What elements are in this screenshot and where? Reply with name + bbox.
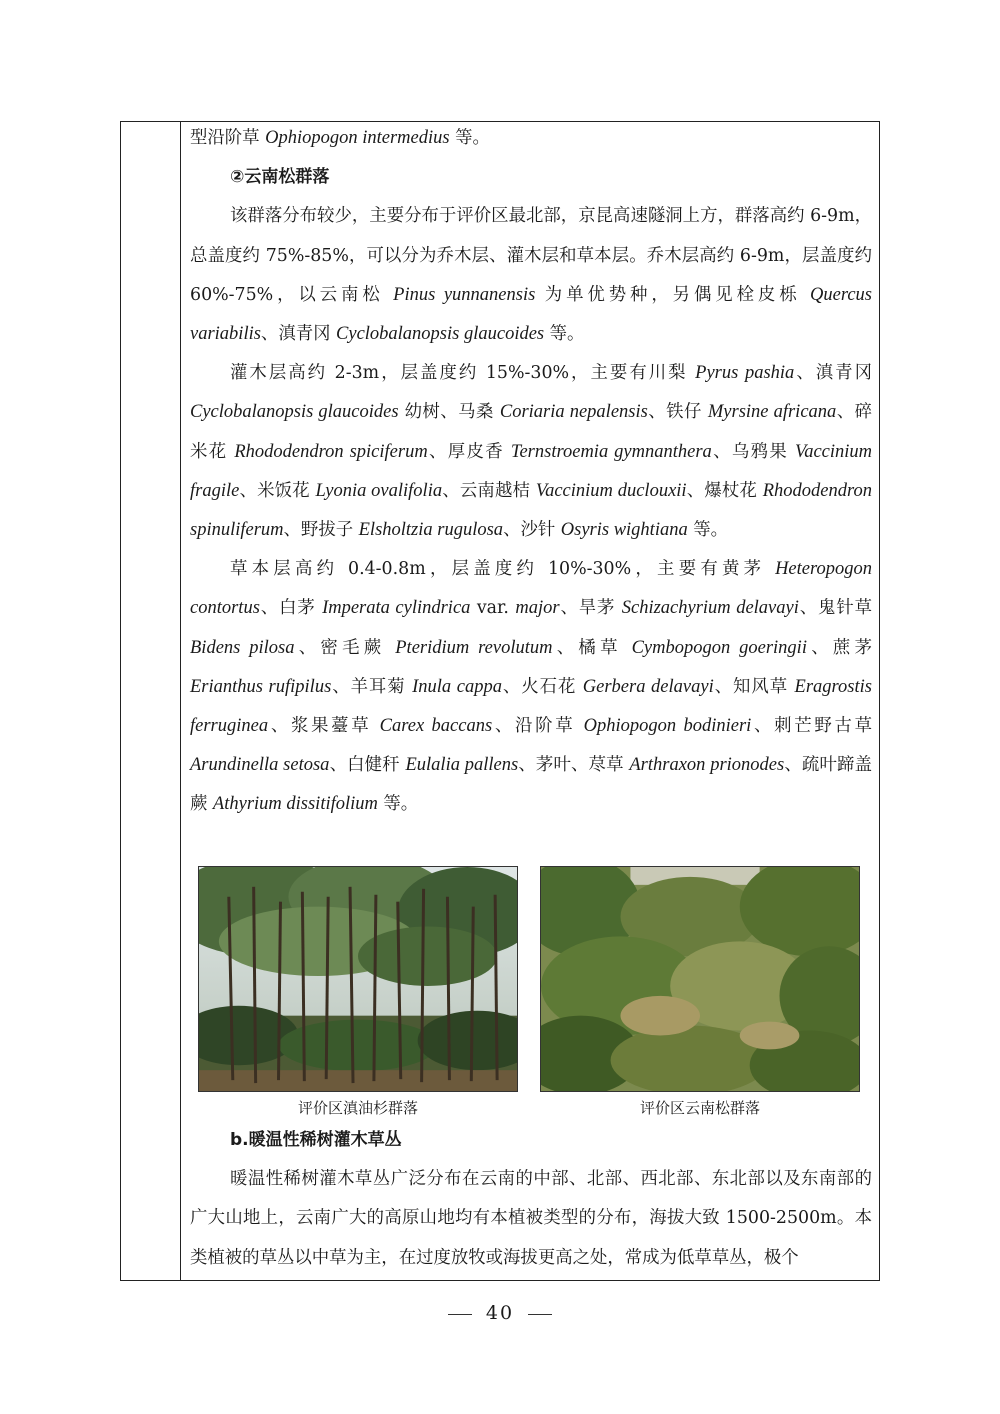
text-run: 、野拔子 <box>283 520 359 541</box>
photo-caption-left: 评价区滇油杉群落 <box>297 1099 418 1117</box>
text-run: 该群落分布较少，主要分布于评价区最北部，京昆高速隧洞上方，群落高约 6-9m，总盖度约 75%-85%，可以分为乔木层、灌木层和草本层。乔木层高约 6-9m，层盖度约 60%-75%，以云南松 <box>190 206 872 305</box>
top-line <box>190 119 872 158</box>
species-name: Ternstroemia gymnanthera <box>510 441 712 462</box>
forest-photo-illustration <box>199 867 517 1091</box>
text-run: 等。 <box>687 520 729 541</box>
text-run: 、爆杖花 <box>686 480 763 501</box>
text-run: 、茅叶 <box>518 755 572 776</box>
text-run: 、沙针 <box>503 520 561 541</box>
text-run: 等。 <box>377 794 419 815</box>
species-name: Lyonia ovalifolia <box>315 480 443 501</box>
text-run: 、密毛蕨 <box>294 637 396 658</box>
paragraph-community-intro <box>190 197 872 354</box>
text-run: 、铁仔 <box>647 402 708 423</box>
species-name: Arthraxon prionodes <box>629 755 785 776</box>
species-name: Gerbera delavayi <box>582 676 714 697</box>
species-name: Carex baccans <box>379 716 493 737</box>
text-run: 、浆果薹草 <box>268 716 380 737</box>
text-run: 草本层高约 0.4-0.8m，层盖度约 10%-30%，主要有黄茅 <box>230 559 776 580</box>
species-name: major <box>515 598 560 619</box>
species-name: Cyclobalanopsis glaucoides <box>336 324 545 345</box>
species-name: Pinus yunnanensis <box>393 284 536 305</box>
text-run: 、滇青冈 <box>794 363 872 384</box>
section-title-warm-shrub-grassland: b.暖温性稀树灌木草丛 <box>230 1130 402 1150</box>
species-name: Arundinella setosa <box>190 755 330 776</box>
photo-section <box>190 866 872 1130</box>
paragraph-herb-layer <box>190 550 872 824</box>
species-name: Myrsine africana <box>707 402 837 423</box>
species-name: Quercus variabilis <box>190 284 872 345</box>
text-run: 等。 <box>449 128 490 148</box>
text-run: 幼树、马桑 <box>398 402 500 423</box>
text-run: 、米饭花 <box>239 480 316 501</box>
species-name: Schizachyrium delavayi <box>621 598 799 619</box>
species-name: Ophiopogon bodinieri <box>583 716 752 737</box>
text-run: 、沿阶草 <box>492 716 584 737</box>
photo-keteleeria-community <box>198 866 518 1092</box>
photo-yunnan-pine-community <box>540 866 860 1092</box>
species-name: Coriaria nepalensis <box>499 402 648 423</box>
text-run: 、疏叶蹄盖蕨 <box>190 755 872 815</box>
section-title-yunnan-pine: ②云南松群落 <box>230 167 330 188</box>
species-name: Elsholtzia rugulosa <box>358 520 504 541</box>
text-run: 、知风草 <box>713 676 795 697</box>
text-run: 、蔗茅 <box>806 637 872 658</box>
species-name: Eulalia pallens <box>405 755 519 776</box>
species-name: Osyris wightiana <box>560 520 688 541</box>
species-name: Cymbopogon goeringii <box>631 637 807 658</box>
species-name: Inula cappa <box>412 676 502 697</box>
text-run: 、羊耳菊 <box>331 676 413 697</box>
text-run: var. <box>470 598 516 619</box>
species-name: Pteridium revolutum <box>395 637 553 658</box>
species-name: Vaccinium duclouxii <box>535 480 687 501</box>
species-name: Imperata cylindrica <box>322 598 471 619</box>
text-run: 、滇青冈 <box>260 324 337 345</box>
text-run: 、橘草 <box>552 637 632 658</box>
text-run: 、白健秆 <box>329 755 406 776</box>
species-name: Rhododendron spinuliferum <box>190 480 873 541</box>
species-name: Cyclobalanopsis glaucoides <box>190 402 399 423</box>
footer-dash-right <box>528 1314 552 1315</box>
text-run: 型沿阶草 <box>190 128 266 148</box>
species-name: Erianthus rufipilus <box>190 676 332 697</box>
text-run: 、碎米花 <box>190 402 872 462</box>
text-run: 等。 <box>544 324 585 345</box>
species-name: Pyrus pashia <box>695 363 795 384</box>
photo-caption-right: 评价区云南松群落 <box>639 1099 760 1117</box>
text-run: 、火石花 <box>501 676 583 697</box>
species-name: Vaccinium fragile <box>190 441 873 501</box>
page-footer <box>0 1302 1000 1324</box>
species-name: Rhododendron spiciferum <box>234 441 428 462</box>
text-run: 为单优势种，另偶见栓皮栎 <box>535 284 810 305</box>
species-name: Heteropogon contortus <box>190 559 872 619</box>
text-run: 、鬼针草 <box>798 598 872 619</box>
text-run: 、白茅 <box>259 598 323 619</box>
text-run: 、刺芒野古草 <box>751 716 872 737</box>
text-run: 灌木层高约 2-3m，层盖度约 15%-30%，主要有川梨 <box>230 363 696 384</box>
species-name: Ophiopogon intermedius <box>265 128 450 148</box>
species-name: Athyrium dissitifolium <box>212 794 378 815</box>
lower-text <box>190 1121 872 1278</box>
text-run: 、乌鸦果 <box>711 441 795 462</box>
footer-dash-left <box>448 1314 472 1315</box>
text-run: 、旱茅 <box>559 598 622 619</box>
paragraph-warm-shrub-grassland: 暖温性稀树灌木草丛广泛分布在云南的中部、北部、西北部、东北部以及东南部的广大山地上，云南广大的高原山地均有本植被类型的分布，海拔大致 1500-2500m。本类植被的草丛以中草为主，在过度放牧或海拔更高之处，常成为低草草丛，极个 <box>190 1169 872 1268</box>
paragraph-shrub-layer <box>190 354 872 550</box>
species-name: Eragrostis ferruginea <box>190 676 872 737</box>
main-text <box>190 119 872 825</box>
page-number: 40 <box>485 1302 515 1324</box>
text-run: 、云南越桔 <box>442 480 536 501</box>
text-run: 、荩草 <box>571 755 630 776</box>
pine-slope-photo-illustration <box>541 867 859 1091</box>
text-run: 、厚皮香 <box>427 441 511 462</box>
species-name: Bidens pilosa <box>190 637 295 658</box>
table-column-divider <box>180 121 181 1281</box>
